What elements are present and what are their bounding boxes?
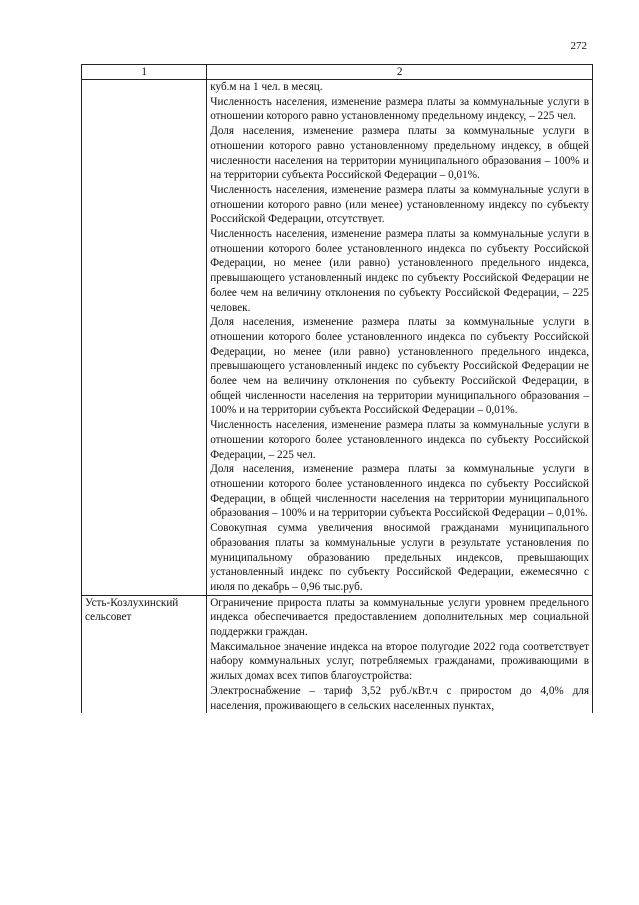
description-cell [207, 80, 593, 596]
paragraph: Доля населения, изменение размера платы за коммунальные услуги в отношении которого более установленного индекса по субъекту Российской Федерации, но менее (или равно) установленного предельного индекса, превышающего установленный индекс по субъекту Российской Федерации не более чем на величину отклонения по субъекту Российской Федерации, в общей численности населения на территории муниципального образования – 100% и на территории субъекта Российской Федерации – 0,01%. [210, 316, 589, 417]
paragraph: Численность населения, изменение размера платы за коммунальные услуги в отношении которого более установленного индекса по субъекту Российской Федерации, – 225 чел. [210, 419, 589, 461]
paragraph: Доля населения, изменение размера платы за коммунальные услуги в отношении которого более установленного индекса по субъекту Российской Федерации, в общей численности населения на территории муниципального образования – 100% и на территории субъекта Российской Федерации – 0,01%. [210, 463, 589, 520]
table-row [82, 80, 593, 596]
paragraph: Максимальное значение индекса на второе полугодие 2022 года соответствует набору коммунальных услуг, потребляемых гражданами, проживающими в жилых домах всех типов благоустройства: [210, 640, 589, 683]
municipality-name-cell: Усть-Козлухинский сельсовет [82, 595, 207, 713]
paragraph: Численность населения, изменение размера платы за коммунальные услуги в отношении которого более установленного индекса по субъекту Российской Федерации, но менее (или равно) установленного предельного индекса, превышающего установленный индекс по субъекту Российской Федерации не более чем на величину отклонения по субъекту Российской Федерации, – 225 человек. [210, 228, 589, 314]
column-header-2: 2 [207, 65, 593, 80]
description-cell [207, 595, 593, 713]
municipality-name-cell [82, 80, 207, 596]
paragraph: куб.м на 1 чел. в месяц. [210, 81, 323, 93]
column-header-1: 1 [82, 65, 207, 80]
paragraph: Ограничение прироста платы за коммунальные услуги уровнем предельного индекса обеспечивается предоставлением дополнительных мер социальной поддержки граждан. [210, 596, 589, 639]
paragraph: Электроснабжение – тариф 3,52 руб./кВт.ч с приростом до 4,0% для населения, проживающего в сельских населенных пунктах, [210, 684, 589, 712]
paragraph: Совокупная сумма увеличения вносимой гражданами муниципального образования платы за коммунальные услуги в результате установления по муниципальному образованию предельных индексов, превышающих установленный индекс по субъекту Российской Федерации, ежемесячно с июля по декабрь – 0,96 тыс.руб. [210, 522, 589, 593]
page-number: 272 [570, 40, 587, 52]
paragraph: Численность населения, изменение размера платы за коммунальные услуги в отношении которого равно (или менее) установленному индексу по субъекту Российской Федерации, отсутствует. [210, 183, 589, 226]
paragraph: Доля населения, изменение размера платы за коммунальные услуги в отношении которого равно установленному предельному индексу, в общей численности населения на территории муниципального образования – 100% и на территории субъекта Российской Федерации – 0,01%. [210, 125, 589, 182]
table-header-row [82, 65, 593, 80]
table-row [82, 595, 593, 713]
document-table [81, 64, 593, 713]
paragraph: Численность населения, изменение размера платы за коммунальные услуги в отношении которого равно установленному предельному индексу, – 225 чел. [210, 95, 589, 123]
